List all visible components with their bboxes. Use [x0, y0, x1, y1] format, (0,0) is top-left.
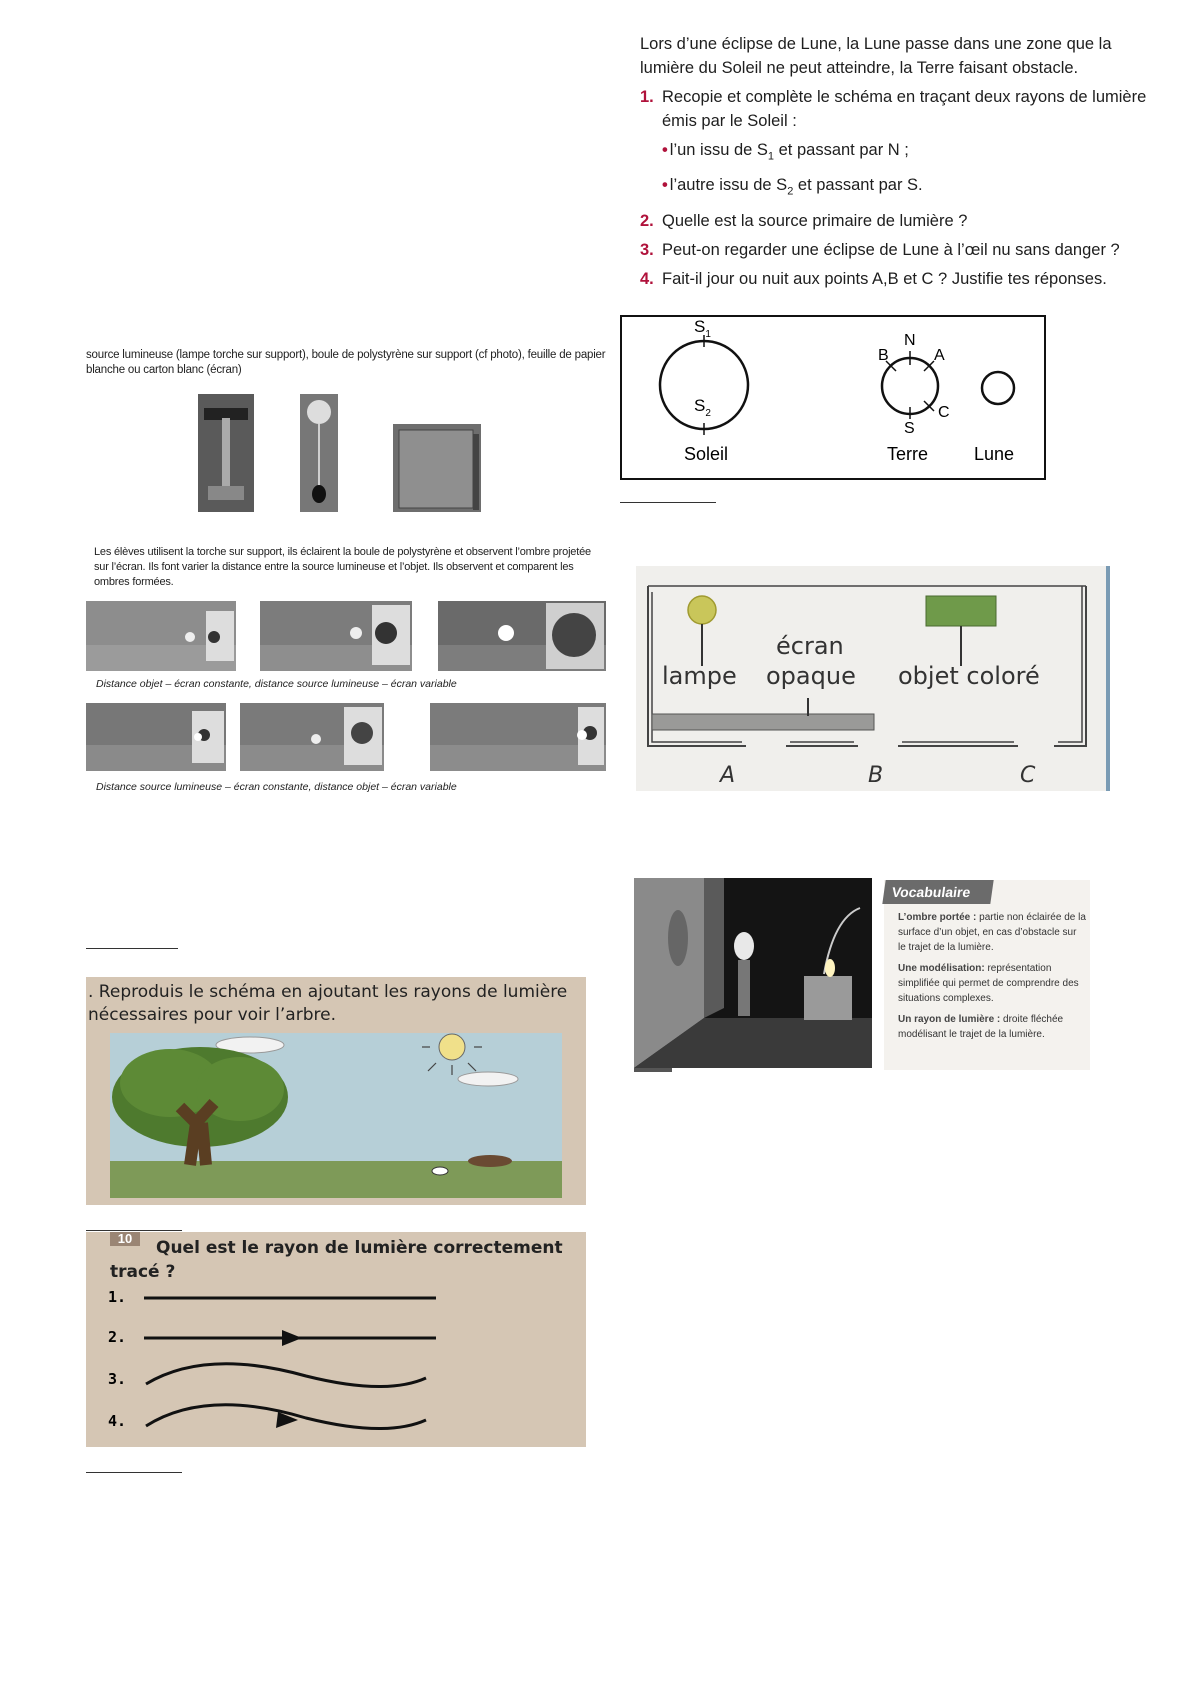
- arrow-icon: [282, 1330, 302, 1346]
- s-label: S: [904, 420, 915, 437]
- lamp-icon: [688, 596, 716, 624]
- point-b-label: B: [868, 763, 884, 788]
- experiment-photo-2: [260, 601, 412, 671]
- rays-question: Quel est le rayon de lumière correctement tracé ?: [110, 1238, 563, 1282]
- materials-text: source lumineuse (lampe torche sur support), boule de polystyrène sur support (cf photo), feuille de papier blanche ou carton blanc (écran): [86, 349, 606, 376]
- option-4-label: 4.: [108, 1412, 127, 1430]
- photo-edge: [634, 1068, 672, 1072]
- question-1: [640, 85, 1160, 133]
- person-icon: [468, 1155, 512, 1167]
- separator-line: [86, 1230, 182, 1231]
- tree-exercise: [86, 977, 586, 1205]
- tree-scene: [110, 1033, 562, 1198]
- terre-label: Terre: [887, 444, 929, 464]
- exercise-number-badge: 10: [110, 1232, 140, 1246]
- ball-icon: [432, 1167, 448, 1175]
- photo-caption-1: Distance objet – écran constante, distance source lumineuse – écran variable: [96, 678, 457, 690]
- subscript: 1: [767, 150, 775, 163]
- vocab-entry-2: Une modélisation: représentation simplifiée qui permet de comprendre des situations complexes.: [898, 963, 1079, 1004]
- bullet-icon: •: [662, 176, 668, 195]
- vocab-entry-3: Un rayon de lumière : droite fléchée modélisant le trajet de la lumière.: [898, 1014, 1064, 1040]
- vocabulary-box: [884, 880, 1090, 1070]
- question-text: Quelle est la source primaire de lumière ?: [662, 211, 968, 230]
- cloud-icon: [458, 1072, 518, 1086]
- bullet-text: et passant par S.: [793, 176, 923, 195]
- eclipse-diagram: [620, 315, 1046, 480]
- ball-photo: [300, 394, 338, 512]
- bullet-2: [662, 173, 1160, 203]
- point-c-label: C: [1020, 763, 1036, 788]
- rays-options: [106, 1288, 526, 1438]
- experiment-photo-3: [438, 601, 606, 671]
- experiment-diagram: [636, 566, 1110, 791]
- photo-caption-2: Distance source lumineuse – écran constante, distance objet – écran variable: [96, 781, 457, 793]
- sun-icon: [439, 1034, 465, 1060]
- question-3: [640, 238, 1160, 262]
- candle-shadow-photo: [634, 878, 872, 1068]
- bullet-text: et passant par N ;: [774, 141, 909, 159]
- subscript: 2: [787, 185, 794, 198]
- opaque-label: opaque: [766, 662, 856, 690]
- ecran-label: écran: [776, 632, 844, 660]
- students-text: Les élèves utilisent la torche sur support, ils éclairent la boule de polystyrène et observent l’ombre projetée sur l’écran. Ils font varier la distance entre la source lumineuse et l’objet. Ils observent et comparent les ombres formées.: [94, 546, 591, 588]
- a-label: A: [934, 347, 945, 364]
- question-number: 4.: [640, 269, 654, 288]
- b-label: B: [878, 347, 889, 364]
- bullet-text: l’un issu de S: [669, 141, 768, 159]
- question-4: [640, 267, 1160, 291]
- experiment-photo-1: [86, 601, 236, 671]
- screen-photo: [393, 424, 481, 512]
- experiment-photo-4: [86, 703, 226, 771]
- opaque-screen: [652, 714, 874, 730]
- bullet-1: [662, 138, 1160, 168]
- option-3-label: 3.: [108, 1370, 127, 1388]
- n-label: N: [904, 332, 916, 349]
- separator-line: [86, 948, 178, 949]
- question-text: Peut-on regarder une éclipse de Lune à l’œil nu sans danger ?: [662, 240, 1120, 259]
- torch-photo: [198, 394, 254, 512]
- separator-line: [86, 1472, 182, 1473]
- ray-option-3: [146, 1364, 426, 1387]
- eclipse-intro: Lors d’une éclipse de Lune, la Lune passe dans une zone que la lumière du Soleil ne peut atteindre, la Terre faisant obstacle.: [640, 35, 1112, 77]
- point-a-label: A: [720, 763, 736, 788]
- lune-label: Lune: [974, 444, 1015, 464]
- question-text: Recopie et complète le schéma en traçant deux rayons de lumière émis par le Soleil :: [662, 88, 1147, 130]
- question-number: 2.: [640, 211, 654, 230]
- vocabulary-title: Vocabulaire: [882, 880, 993, 904]
- question-number: 1.: [640, 88, 654, 106]
- separator-line: [620, 502, 716, 503]
- eclipse-exercise: [640, 32, 1160, 296]
- question-2: [640, 209, 1160, 233]
- option-1-label: 1.: [108, 1288, 127, 1306]
- bullet-icon: •: [662, 141, 668, 159]
- soleil-label: Soleil: [684, 444, 729, 464]
- experiment-photo-6: [430, 703, 606, 771]
- vocab-entry-1: L’ombre portée : partie non éclairée de la surface d’un objet, en cas d’obstacle sur le trajet de la lumière.: [898, 912, 1086, 953]
- c-label: C: [938, 404, 950, 421]
- objet-label: objet coloré: [898, 662, 1040, 690]
- s1-label: $S_1$: [694, 317, 711, 340]
- colored-object-icon: [926, 596, 996, 626]
- rays-exercise: [86, 1232, 586, 1447]
- option-2-label: 2.: [108, 1328, 127, 1346]
- bullet-text: l’autre issu de S: [669, 176, 788, 195]
- lampe-label: lampe: [662, 662, 737, 690]
- s2-label: $S_2$: [694, 396, 711, 419]
- experiment-photo-5: [240, 703, 384, 771]
- question-text: Fait-il jour ou nuit aux points A,B et C ? Justifie tes réponses.: [662, 269, 1107, 288]
- tree-question: . Reproduis le schéma en ajoutant les rayons de lumière nécessaires pour voir l’arbre.: [88, 982, 568, 1025]
- question-number: 3.: [640, 240, 654, 259]
- vocabulary-list: [898, 910, 1086, 1042]
